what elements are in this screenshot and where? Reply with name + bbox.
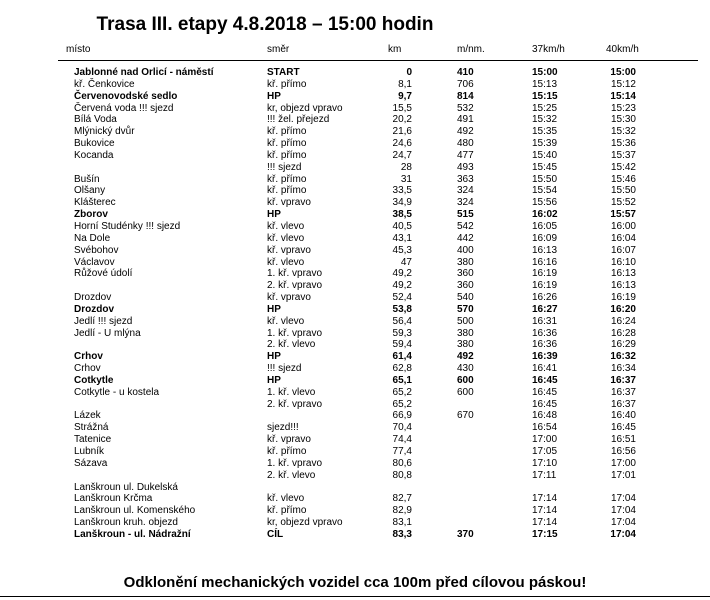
header-km: km [388, 44, 402, 55]
time-40kmh-cell: 15:50 [610, 185, 636, 197]
time-37kmh-cell: 15:13 [532, 78, 558, 90]
table-row [0, 114, 710, 126]
time-37kmh-cell: 16:31 [532, 315, 558, 327]
time-37kmh-cell: 15:56 [532, 197, 558, 209]
km-cell: 49,2 [392, 280, 412, 292]
km-cell: 15,5 [392, 102, 412, 114]
time-40kmh-cell: 15:32 [610, 126, 636, 138]
time-37kmh-cell: 15:35 [532, 126, 558, 138]
km-cell: 74,4 [392, 434, 412, 446]
time-37kmh-cell: 17:14 [532, 517, 558, 529]
km-cell: 8,1 [398, 78, 412, 90]
time-37kmh-cell: 16:54 [532, 422, 558, 434]
table-row [0, 79, 710, 91]
direction-cell: 2. kř. vlevo [267, 339, 316, 351]
time-37kmh-cell: 15:32 [532, 114, 558, 126]
km-cell: 59,4 [392, 339, 412, 351]
time-40kmh-cell: 16:37 [610, 374, 636, 386]
elevation-cell: 324 [457, 197, 474, 209]
time-37kmh-cell: 16:13 [532, 244, 558, 256]
place-cell: Drozdov [74, 292, 112, 304]
direction-cell: HP [267, 303, 281, 315]
time-40kmh-cell: 15:00 [610, 67, 636, 78]
place-cell: Jedlí !!! sjezd [74, 315, 133, 327]
time-40kmh-cell: 15:42 [610, 161, 636, 173]
time-40kmh-cell: 16:32 [610, 351, 636, 363]
page-title: Trasa III. etapy 4.8.2018 – 15:00 hodin [96, 14, 434, 35]
place-cell: Bílá Voda [74, 114, 117, 126]
elevation-cell: 400 [457, 244, 474, 256]
elevation-cell: 706 [457, 78, 474, 90]
time-37kmh-cell: 16:45 [532, 386, 558, 398]
table-row [0, 304, 710, 316]
direction-cell: kř. přímo [267, 173, 307, 185]
place-cell: Růžové údolí [74, 268, 133, 280]
time-40kmh-cell: 17:04 [610, 505, 636, 517]
elevation-cell: 380 [457, 339, 474, 351]
table-row [0, 174, 710, 186]
time-37kmh-cell: 16:19 [532, 280, 558, 292]
place-cell: Drozdov [74, 303, 114, 315]
direction-cell: 2. kř. vpravo [267, 280, 323, 292]
km-cell: 53,8 [392, 303, 412, 315]
time-40kmh-cell: 16:20 [610, 303, 636, 315]
time-40kmh-cell: 15:46 [610, 173, 636, 185]
time-37kmh-cell: 15:45 [532, 161, 558, 173]
time-37kmh-cell: 16:16 [532, 256, 558, 268]
place-cell: Bukovice [74, 138, 115, 150]
time-37kmh-cell: 17:00 [532, 434, 558, 446]
elevation-cell: 430 [457, 363, 474, 375]
elevation-cell: 492 [457, 351, 474, 363]
time-37kmh-cell: 16:41 [532, 363, 558, 375]
direction-cell: kř. přímo [267, 126, 307, 138]
table-row [0, 245, 710, 257]
table-row [0, 221, 710, 233]
time-40kmh-cell: 16:56 [610, 446, 636, 457]
km-cell: 77,4 [392, 446, 412, 457]
km-cell: 61,4 [392, 351, 412, 363]
place-cell: kř. Čenkovice [74, 78, 135, 90]
table-row [0, 209, 710, 221]
time-40kmh-cell: 15:52 [610, 197, 636, 209]
direction-cell: CÍL [267, 528, 284, 540]
elevation-cell: 542 [457, 220, 474, 232]
footer-note: Odklonění mechanických vozidel cca 100m před cílovou páskou! [123, 574, 587, 591]
time-40kmh-cell: 16:07 [610, 244, 636, 256]
place-cell: Václavov [74, 256, 115, 268]
place-cell: Bušín [74, 173, 100, 185]
table-row [0, 529, 710, 541]
table-row [0, 292, 710, 304]
time-40kmh-cell: 15:12 [610, 78, 636, 90]
time-37kmh-cell: 15:50 [532, 173, 558, 185]
km-cell: 83,3 [392, 528, 412, 540]
time-37kmh-cell: 15:54 [532, 185, 558, 197]
direction-cell: kr, objezd vpravo [267, 517, 343, 529]
km-cell: 82,7 [392, 493, 412, 505]
km-cell: 21,6 [392, 126, 412, 138]
table-row [0, 316, 710, 328]
header-divider [58, 60, 698, 61]
direction-cell: kř. vlevo [267, 232, 305, 244]
direction-cell: 1. kř. vpravo [267, 457, 323, 469]
time-40kmh-cell: 16:24 [610, 315, 636, 327]
elevation-cell: 360 [457, 280, 474, 292]
time-40kmh-cell: 16:45 [610, 422, 636, 434]
direction-cell: kř. vpravo [267, 292, 311, 304]
footer-divider [0, 596, 710, 597]
table-row [0, 482, 710, 494]
place-cell: Na Dole [74, 232, 111, 244]
time-37kmh-cell: 16:26 [532, 292, 558, 304]
header-direction: směr [267, 44, 290, 55]
place-cell: Cotkytle - u kostela [74, 386, 160, 398]
km-cell: 38,5 [392, 209, 412, 221]
km-cell: 31 [400, 173, 412, 185]
km-cell: 24,6 [392, 138, 412, 150]
time-40kmh-cell: 17:01 [610, 469, 636, 481]
time-37kmh-cell: 16:48 [532, 410, 558, 422]
direction-cell: sjezd!!! [267, 422, 299, 434]
time-40kmh-cell: 16:04 [610, 232, 636, 244]
time-40kmh-cell: 16:37 [610, 398, 636, 410]
table-row [0, 446, 710, 458]
table-row [0, 505, 710, 517]
direction-cell: kř. přímo [267, 185, 307, 197]
table-row [0, 434, 710, 446]
direction-cell: !!! žel. přejezd [267, 114, 330, 126]
time-40kmh-cell: 17:04 [610, 493, 636, 505]
table-row [0, 185, 710, 197]
time-40kmh-cell: 16:40 [610, 410, 636, 422]
time-40kmh-cell: 16:13 [610, 268, 636, 280]
time-40kmh-cell: 15:23 [610, 102, 636, 114]
km-cell: 59,3 [392, 327, 412, 339]
elevation-cell: 370 [457, 528, 474, 540]
time-40kmh-cell: 15:37 [610, 149, 636, 161]
time-40kmh-cell: 17:00 [610, 457, 636, 469]
time-40kmh-cell: 16:34 [610, 363, 636, 375]
time-37kmh-cell: 17:15 [532, 528, 558, 540]
table-row [0, 103, 710, 115]
km-cell: 43,1 [392, 232, 412, 244]
direction-cell: 2. kř. vlevo [267, 469, 316, 481]
km-cell: 56,4 [392, 315, 412, 327]
header-elevation: m/nm. [457, 44, 485, 55]
direction-cell: 1. kř. vpravo [267, 327, 323, 339]
table-row [0, 233, 710, 245]
direction-cell: kř. vpravo [267, 197, 311, 209]
direction-cell: kr, objezd vpravo [267, 102, 343, 114]
time-37kmh-cell: 15:15 [532, 90, 558, 102]
place-cell: Strážná [74, 422, 109, 434]
km-cell: 65,2 [392, 398, 412, 410]
km-cell: 65,1 [392, 374, 412, 386]
direction-cell: kř. vlevo [267, 315, 305, 327]
time-40kmh-cell: 15:30 [610, 114, 636, 126]
table-row [0, 422, 710, 434]
time-37kmh-cell: 15:00 [532, 67, 558, 78]
table-row [0, 280, 710, 292]
km-cell: 80,6 [392, 457, 412, 469]
direction-cell: kř. vlevo [267, 493, 305, 505]
table-row [0, 339, 710, 351]
place-cell: Klášterec [74, 197, 116, 209]
km-cell: 47 [400, 256, 412, 268]
time-37kmh-cell: 16:39 [532, 351, 558, 363]
header-40kmh: 40km/h [606, 44, 639, 55]
place-cell: Crhov [74, 351, 103, 363]
time-37kmh-cell: 17:14 [532, 505, 558, 517]
elevation-cell: 493 [457, 161, 474, 173]
elevation-cell: 410 [457, 67, 474, 78]
direction-cell: HP [267, 351, 281, 363]
time-40kmh-cell: 16:37 [610, 386, 636, 398]
table-row [0, 268, 710, 280]
place-cell: Červenovodské sedlo [74, 90, 178, 102]
direction-cell: HP [267, 374, 281, 386]
place-cell: Lázek [74, 410, 101, 422]
time-37kmh-cell: 16:45 [532, 374, 558, 386]
table-row [0, 387, 710, 399]
time-40kmh-cell: 15:57 [610, 209, 636, 221]
km-cell: 83,1 [392, 517, 412, 529]
place-cell: Lubník [74, 446, 105, 457]
table-row [0, 257, 710, 269]
time-37kmh-cell: 15:40 [532, 149, 558, 161]
route-table [0, 67, 710, 541]
place-cell: Sázava [74, 457, 108, 469]
direction-cell: kř. přímo [267, 505, 307, 517]
km-cell: 66,9 [392, 410, 412, 422]
direction-cell: kř. přímo [267, 149, 307, 161]
time-37kmh-cell: 17:14 [532, 493, 558, 505]
time-37kmh-cell: 17:11 [532, 469, 557, 481]
direction-cell: kř. přímo [267, 446, 307, 457]
table-row [0, 126, 710, 138]
time-37kmh-cell: 16:19 [532, 268, 558, 280]
table-row [0, 150, 710, 162]
km-cell: 80,8 [392, 469, 412, 481]
time-40kmh-cell: 15:36 [610, 138, 636, 150]
km-cell: 70,4 [392, 422, 412, 434]
place-cell: Kocanda [74, 149, 114, 161]
direction-cell: 2. kř. vpravo [267, 398, 323, 410]
elevation-cell: 670 [457, 410, 474, 422]
place-cell: Jedlí - U mlýna [74, 327, 141, 339]
time-40kmh-cell: 16:28 [610, 327, 636, 339]
time-37kmh-cell: 15:39 [532, 138, 558, 150]
table-row [0, 458, 710, 470]
km-cell: 20,2 [392, 114, 412, 126]
time-40kmh-cell: 15:14 [610, 90, 636, 102]
direction-cell: kř. vpravo [267, 244, 311, 256]
place-cell: Cotkytle [74, 374, 114, 386]
elevation-cell: 477 [457, 149, 474, 161]
place-cell: Lanškroun Krčma [74, 493, 153, 505]
time-40kmh-cell: 16:13 [610, 280, 636, 292]
direction-cell: kř. přímo [267, 138, 307, 150]
elevation-cell: 324 [457, 185, 474, 197]
km-cell: 62,8 [392, 363, 412, 375]
time-37kmh-cell: 15:25 [532, 102, 558, 114]
direction-cell: 1. kř. vlevo [267, 386, 316, 398]
table-row [0, 493, 710, 505]
direction-cell: HP [267, 90, 281, 102]
place-cell: Crhov [74, 363, 101, 375]
time-37kmh-cell: 17:05 [532, 446, 558, 457]
direction-cell: !!! sjezd [267, 161, 302, 173]
place-cell: Horní Studénky !!! sjezd [74, 220, 181, 232]
place-cell: Lanškroun ul. Komenského [74, 505, 196, 517]
elevation-cell: 380 [457, 256, 474, 268]
direction-cell: kř. vpravo [267, 434, 311, 446]
elevation-cell: 492 [457, 126, 474, 138]
time-37kmh-cell: 16:27 [532, 303, 558, 315]
km-cell: 82,9 [392, 505, 412, 517]
direction-cell: !!! sjezd [267, 363, 302, 375]
table-row [0, 399, 710, 411]
place-cell: Svébohov [74, 244, 119, 256]
table-row [0, 517, 710, 529]
table-row [0, 197, 710, 209]
place-cell: Červená voda !!! sjezd [74, 102, 174, 114]
place-cell: Zborov [74, 209, 108, 221]
elevation-cell: 600 [457, 374, 474, 386]
km-cell: 33,5 [392, 185, 412, 197]
table-row [0, 67, 710, 79]
place-cell: Tatenice [74, 434, 112, 446]
km-cell: 49,2 [392, 268, 412, 280]
elevation-cell: 363 [457, 173, 474, 185]
place-cell: Olšany [74, 185, 106, 197]
time-37kmh-cell: 16:45 [532, 398, 558, 410]
place-cell: Mlýnický dvůr [74, 126, 135, 138]
km-cell: 24,7 [392, 149, 412, 161]
elevation-cell: 491 [457, 114, 474, 126]
time-40kmh-cell: 16:10 [610, 256, 636, 268]
time-40kmh-cell: 16:00 [610, 220, 636, 232]
direction-cell: 1. kř. vpravo [267, 268, 323, 280]
elevation-cell: 515 [457, 209, 474, 221]
table-row [0, 91, 710, 103]
km-cell: 34,9 [392, 197, 412, 209]
time-37kmh-cell: 16:02 [532, 209, 558, 221]
elevation-cell: 480 [457, 138, 474, 150]
km-cell: 0 [406, 67, 412, 78]
time-37kmh-cell: 16:36 [532, 327, 558, 339]
place-cell: Lanškroun kruh. objezd [74, 517, 178, 529]
elevation-cell: 540 [457, 292, 474, 304]
header-place: místo [66, 44, 91, 55]
elevation-cell: 360 [457, 268, 474, 280]
km-cell: 28 [400, 161, 412, 173]
direction-cell: kř. vlevo [267, 220, 305, 232]
table-row [0, 363, 710, 375]
table-row [0, 162, 710, 174]
place-cell: Lanškroun ul. Dukelská [74, 481, 178, 493]
time-40kmh-cell: 17:04 [610, 517, 636, 529]
time-37kmh-cell: 16:36 [532, 339, 558, 351]
direction-cell: kř. přímo [267, 78, 307, 90]
elevation-cell: 814 [457, 90, 474, 102]
direction-cell: HP [267, 209, 281, 221]
table-row [0, 328, 710, 340]
table-row [0, 138, 710, 150]
elevation-cell: 570 [457, 303, 474, 315]
direction-cell: START [267, 67, 300, 78]
km-cell: 65,2 [392, 386, 412, 398]
elevation-cell: 532 [457, 102, 474, 114]
time-37kmh-cell: 16:09 [532, 232, 558, 244]
elevation-cell: 500 [457, 315, 474, 327]
km-cell: 9,7 [398, 90, 412, 102]
time-40kmh-cell: 16:29 [610, 339, 636, 351]
table-row [0, 410, 710, 422]
elevation-cell: 442 [457, 232, 474, 244]
table-row [0, 470, 710, 482]
km-cell: 45,3 [392, 244, 412, 256]
table-row [0, 375, 710, 387]
header-37kmh: 37km/h [532, 44, 565, 55]
time-40kmh-cell: 16:19 [610, 292, 636, 304]
time-37kmh-cell: 17:10 [532, 457, 558, 469]
place-cell: Lanškroun - ul. Nádražní [74, 528, 191, 540]
time-40kmh-cell: 16:51 [610, 434, 636, 446]
km-cell: 52,4 [392, 292, 412, 304]
table-row [0, 351, 710, 363]
time-37kmh-cell: 16:05 [532, 220, 558, 232]
direction-cell: kř. vlevo [267, 256, 305, 268]
place-cell: Jablonné nad Orlicí - náměstí [74, 67, 214, 78]
elevation-cell: 600 [457, 386, 474, 398]
elevation-cell: 380 [457, 327, 474, 339]
km-cell: 40,5 [392, 220, 412, 232]
time-40kmh-cell: 17:04 [610, 528, 636, 540]
